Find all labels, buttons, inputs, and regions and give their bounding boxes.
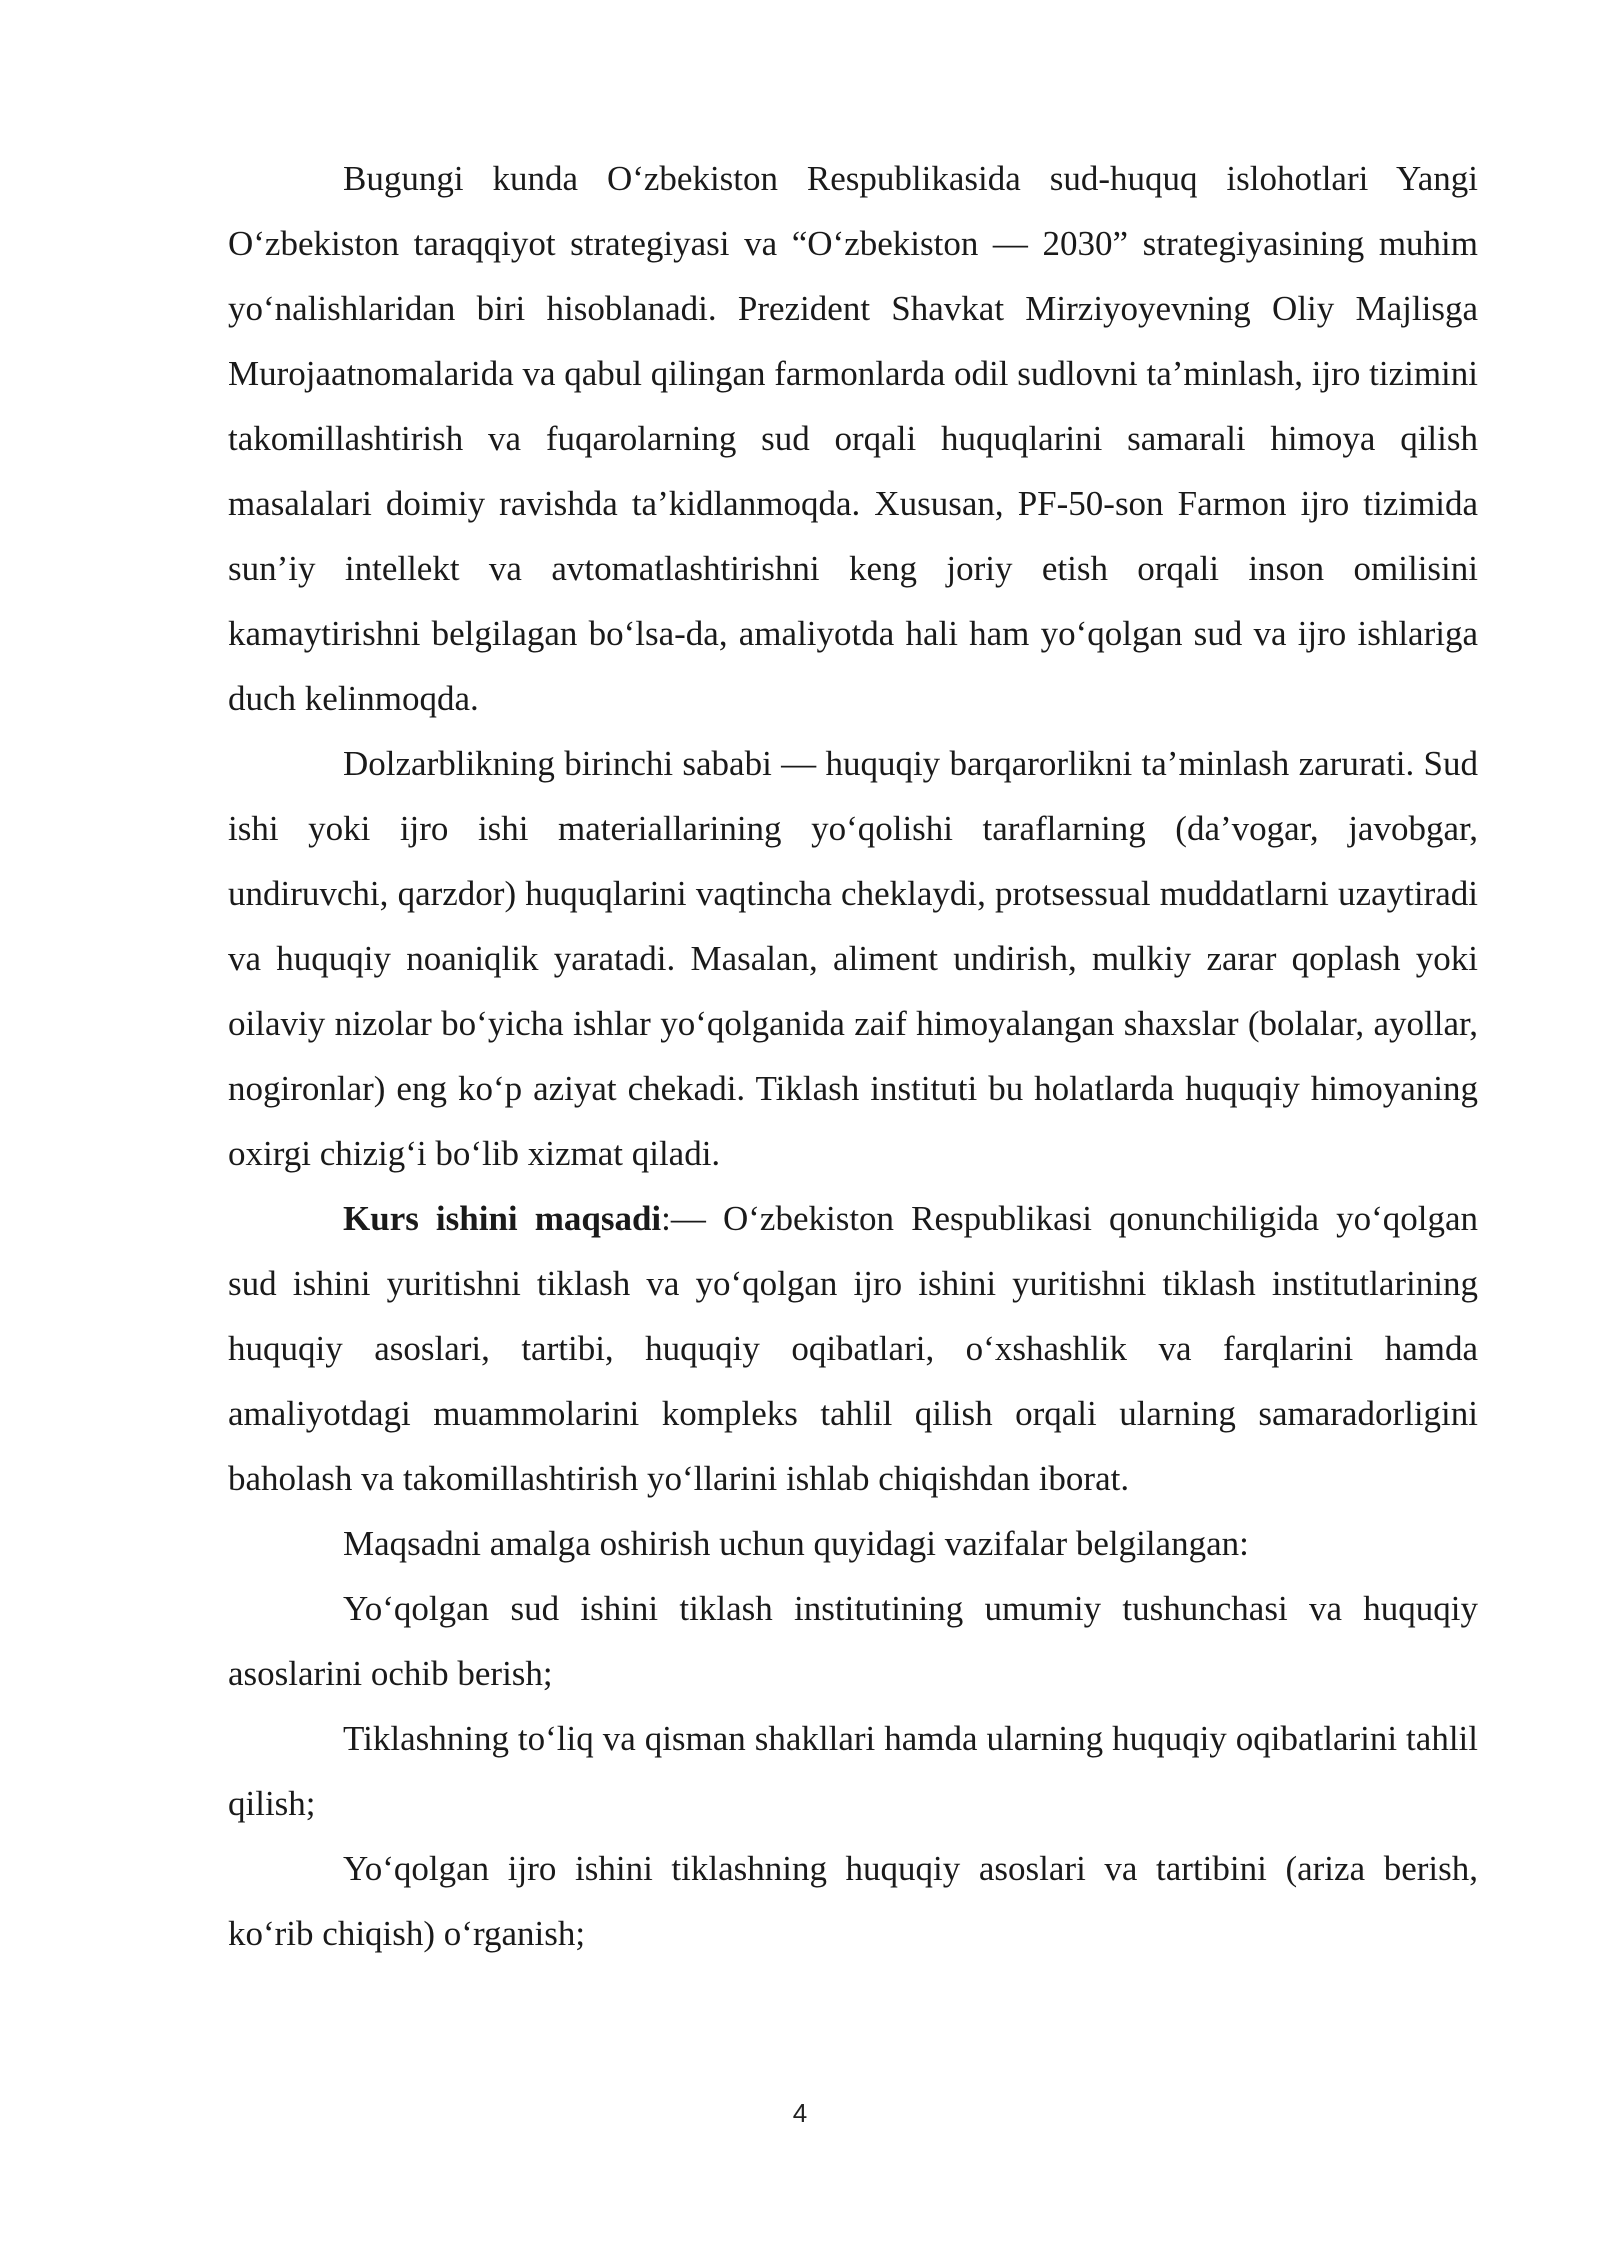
paragraph-task-1: [228, 1576, 1478, 1706]
paragraph-text: :— O‘zbekiston Respublikasi qonunchiligida yo‘qolgan sud ishini yuritishni tiklash va yo‘qolgan ijro ishini yuritishni tiklash institutlarining huquqiy asoslari, tartibi, huquqiy oqibatlari, o‘xshashlik va farqlarini hamda amaliyotdagi muammolarini kompleks tahlil qilish orqali ularning samaradorligini baholash va takomillashtirish yo‘llarini ishlab chiqishdan iborat.: [228, 1199, 1478, 1498]
paragraph-text: Tiklashning to‘liq va qisman shakllari hamda ularning huquqiy oqibatlarini tahlil qilish;: [228, 1719, 1478, 1823]
paragraph-tasks-intro: [228, 1511, 1478, 1576]
paragraph-goal: [228, 1186, 1478, 1511]
paragraph-relevance: [228, 731, 1478, 1186]
document-body: [228, 146, 1478, 1966]
paragraph-task-2: [228, 1706, 1478, 1836]
paragraph-text: Dolzarblikning birinchi sababi — huquqiy barqarorlikni ta’minlash zarurati. Sud ishi yoki ijro ishi materiallarining yo‘qolishi taraflarning (da’vogar, javobgar, undiruvchi, qarzdor) huquqlarini vaqtincha cheklaydi, protsessual muddatlarni uzaytiradi va huquqiy noaniqlik yaratadi. Masalan, aliment undirish, mulkiy zarar qoplash yoki oilaviy nizolar bo‘yicha ishlar yo‘qolganida zaif himoyalangan shaxslar (bolalar, ayollar, nogironlar) eng ko‘p aziyat chekadi. Tiklash instituti bu holatlarda huquqiy himoyaning oxirgi chizig‘i bo‘lib xizmat qiladi.: [228, 744, 1478, 1173]
paragraph-task-3: [228, 1836, 1478, 1966]
paragraph-introduction: [228, 146, 1478, 731]
goal-heading: Kurs ishini maqsadi: [343, 1199, 662, 1238]
paragraph-text: Maqsadni amalga oshirish uchun quyidagi vazifalar belgilangan:: [343, 1524, 1249, 1563]
paragraph-text: Yo‘qolgan ijro ishini tiklashning huquqiy asoslari va tartibini (ariza berish, ko‘rib chiqish) o‘rganish;: [228, 1849, 1478, 1953]
paragraph-text: Yo‘qolgan sud ishini tiklash institutining umumiy tushunchasi va huquqiy asoslarini ochib berish;: [228, 1589, 1478, 1693]
paragraph-text: Bugungi kunda O‘zbekiston Respublikasida sud-huquq islohotlari Yangi O‘zbekiston taraqqiyot strategiyasi va “O‘zbekiston — 2030” strategiyasining muhim yo‘nalishlaridan biri hisoblanadi. Prezident Shavkat Mirziyoyevning Oliy Majlisga Murojaatnomalarida va qabul qilingan farmonlarda odil sudlovni ta’minlash, ijro tizimini takomillashtirish va fuqarolarning sud orqali huquqlarini samarali himoya qilish masalalari doimiy ravishda ta’kidlanmoqda. Xususan, PF-50-son Farmon ijro tizimida sun’iy intellekt va avtomatlashtirishni keng joriy etish orqali inson omilisini kamaytirishni belgilagan bo‘lsa-da, amaliyotda hali ham yo‘qolgan sud va ijro ishlariga duch kelinmoqda.: [228, 159, 1478, 718]
page-number: 4: [792, 2098, 808, 2128]
